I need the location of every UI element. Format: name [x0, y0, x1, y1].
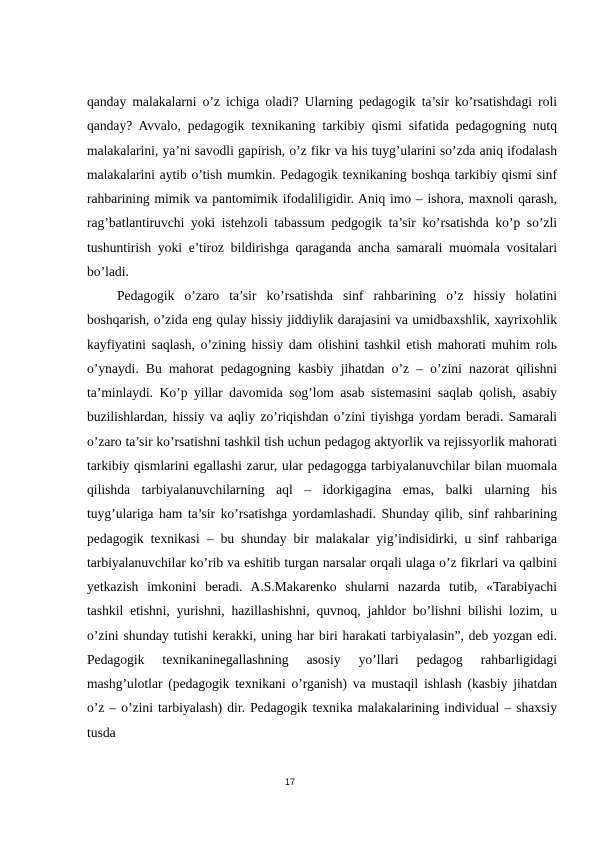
body-text [87, 90, 557, 745]
paragraph-1: qanday malakalarni o’z ichiga oladi? Ularning pedagogik ta’sir ko’rsatishdagi roli qanday? Avvalo, pedagogik texnikaning tarkibiy qismi sifatida pedagogning nutq malakalarini, ya’ni savodli gapirish, o’z fikr va his tuyg’ularini so’zda aniq ifodalash malakalarini aytib o’tish mumkin. Pedagogik texnikaning boshqa tarkibiy qismi sinf rahbarining mimik va pantomimik ifodaliligidir. Aniq imo – ishora, maxnoli qarash, rag’batlantiruvchi yoki istehzoli tabassum pedgogik ta’sir ko’rsatishda ko’p so’zli tushuntirish yoki e’tiroz bildirishga qaraganda ancha samarali muomala vositalari bo’ladi. [87, 94, 557, 279]
page-number: 17 [284, 777, 295, 787]
paragraph-2: Pedagogik o’zaro ta’sir ko’rsatishda sinf rahbarining o’z hissiy holatini boshqarish, o’zida eng qulay hissiy jiddiylik darajasini va umidbaxshlik, xayrixohlik kayfiyatini saqlash, o’zining hissiy dam olishini tashkil etish mahorati muhim rolь o’ynaydi. Bu mahorat pedagogning kasbiy jihatdan o’z – o’zini nazorat qilishni ta’minlaydi. Ko’p yillar davomida sog’lom asab sistemasini saqlab qolish, asabiy buzilishlardan, hissiy va aqliy zo’riqishdan o’zini tiyishga yordam beradi. Samarali o’zaro ta’sir ko’rsatishni tashkil tish uchun pedagog aktyorlik va rejissyorlik mahorati tarkibiy qismlarini egallashi zarur, ular pedagogga tarbiyalanuvchilar bilan muomala qilishda tarbiyalanuvchilarning aql – idorkigagina emas, balki ularning his tuyg’ulariga ham ta’sir ko’rsatishga yordamlashadi. Shunday qilib, sinf rahbarining pedagogik texnikasi – bu shunday bir malakalar yig’indisidirki, u sinf rahbariga tarbiyalanuvchilar ko’rib va eshitib turgan narsalar orqali ulaga o’z fikrlari va qalbini yetkazish imkonini beradi. A.S.Makarenko shularni nazarda tutib, «Tarabiyachi tashkil etishni, yurishni, hazillashishni, quvnoq, jahldor bo’lishni bilishi lozim, u o’zini shunday tutishi kerakki, uning har biri harakati tarbiyalasin”, deb yozgan edi. Pedagogik texnikaninegallashning asosiy yo’llari pedagog rahbarligidagi mashg’ulotlar (pedagogik texnikani o’rganish) va mustaqil ishlash (kasbiy jihatdan o’z – o’zini tarbiyalash) dir. Pedagogik texnika malakalarining individual – shaxsiy tusda [87, 288, 557, 740]
